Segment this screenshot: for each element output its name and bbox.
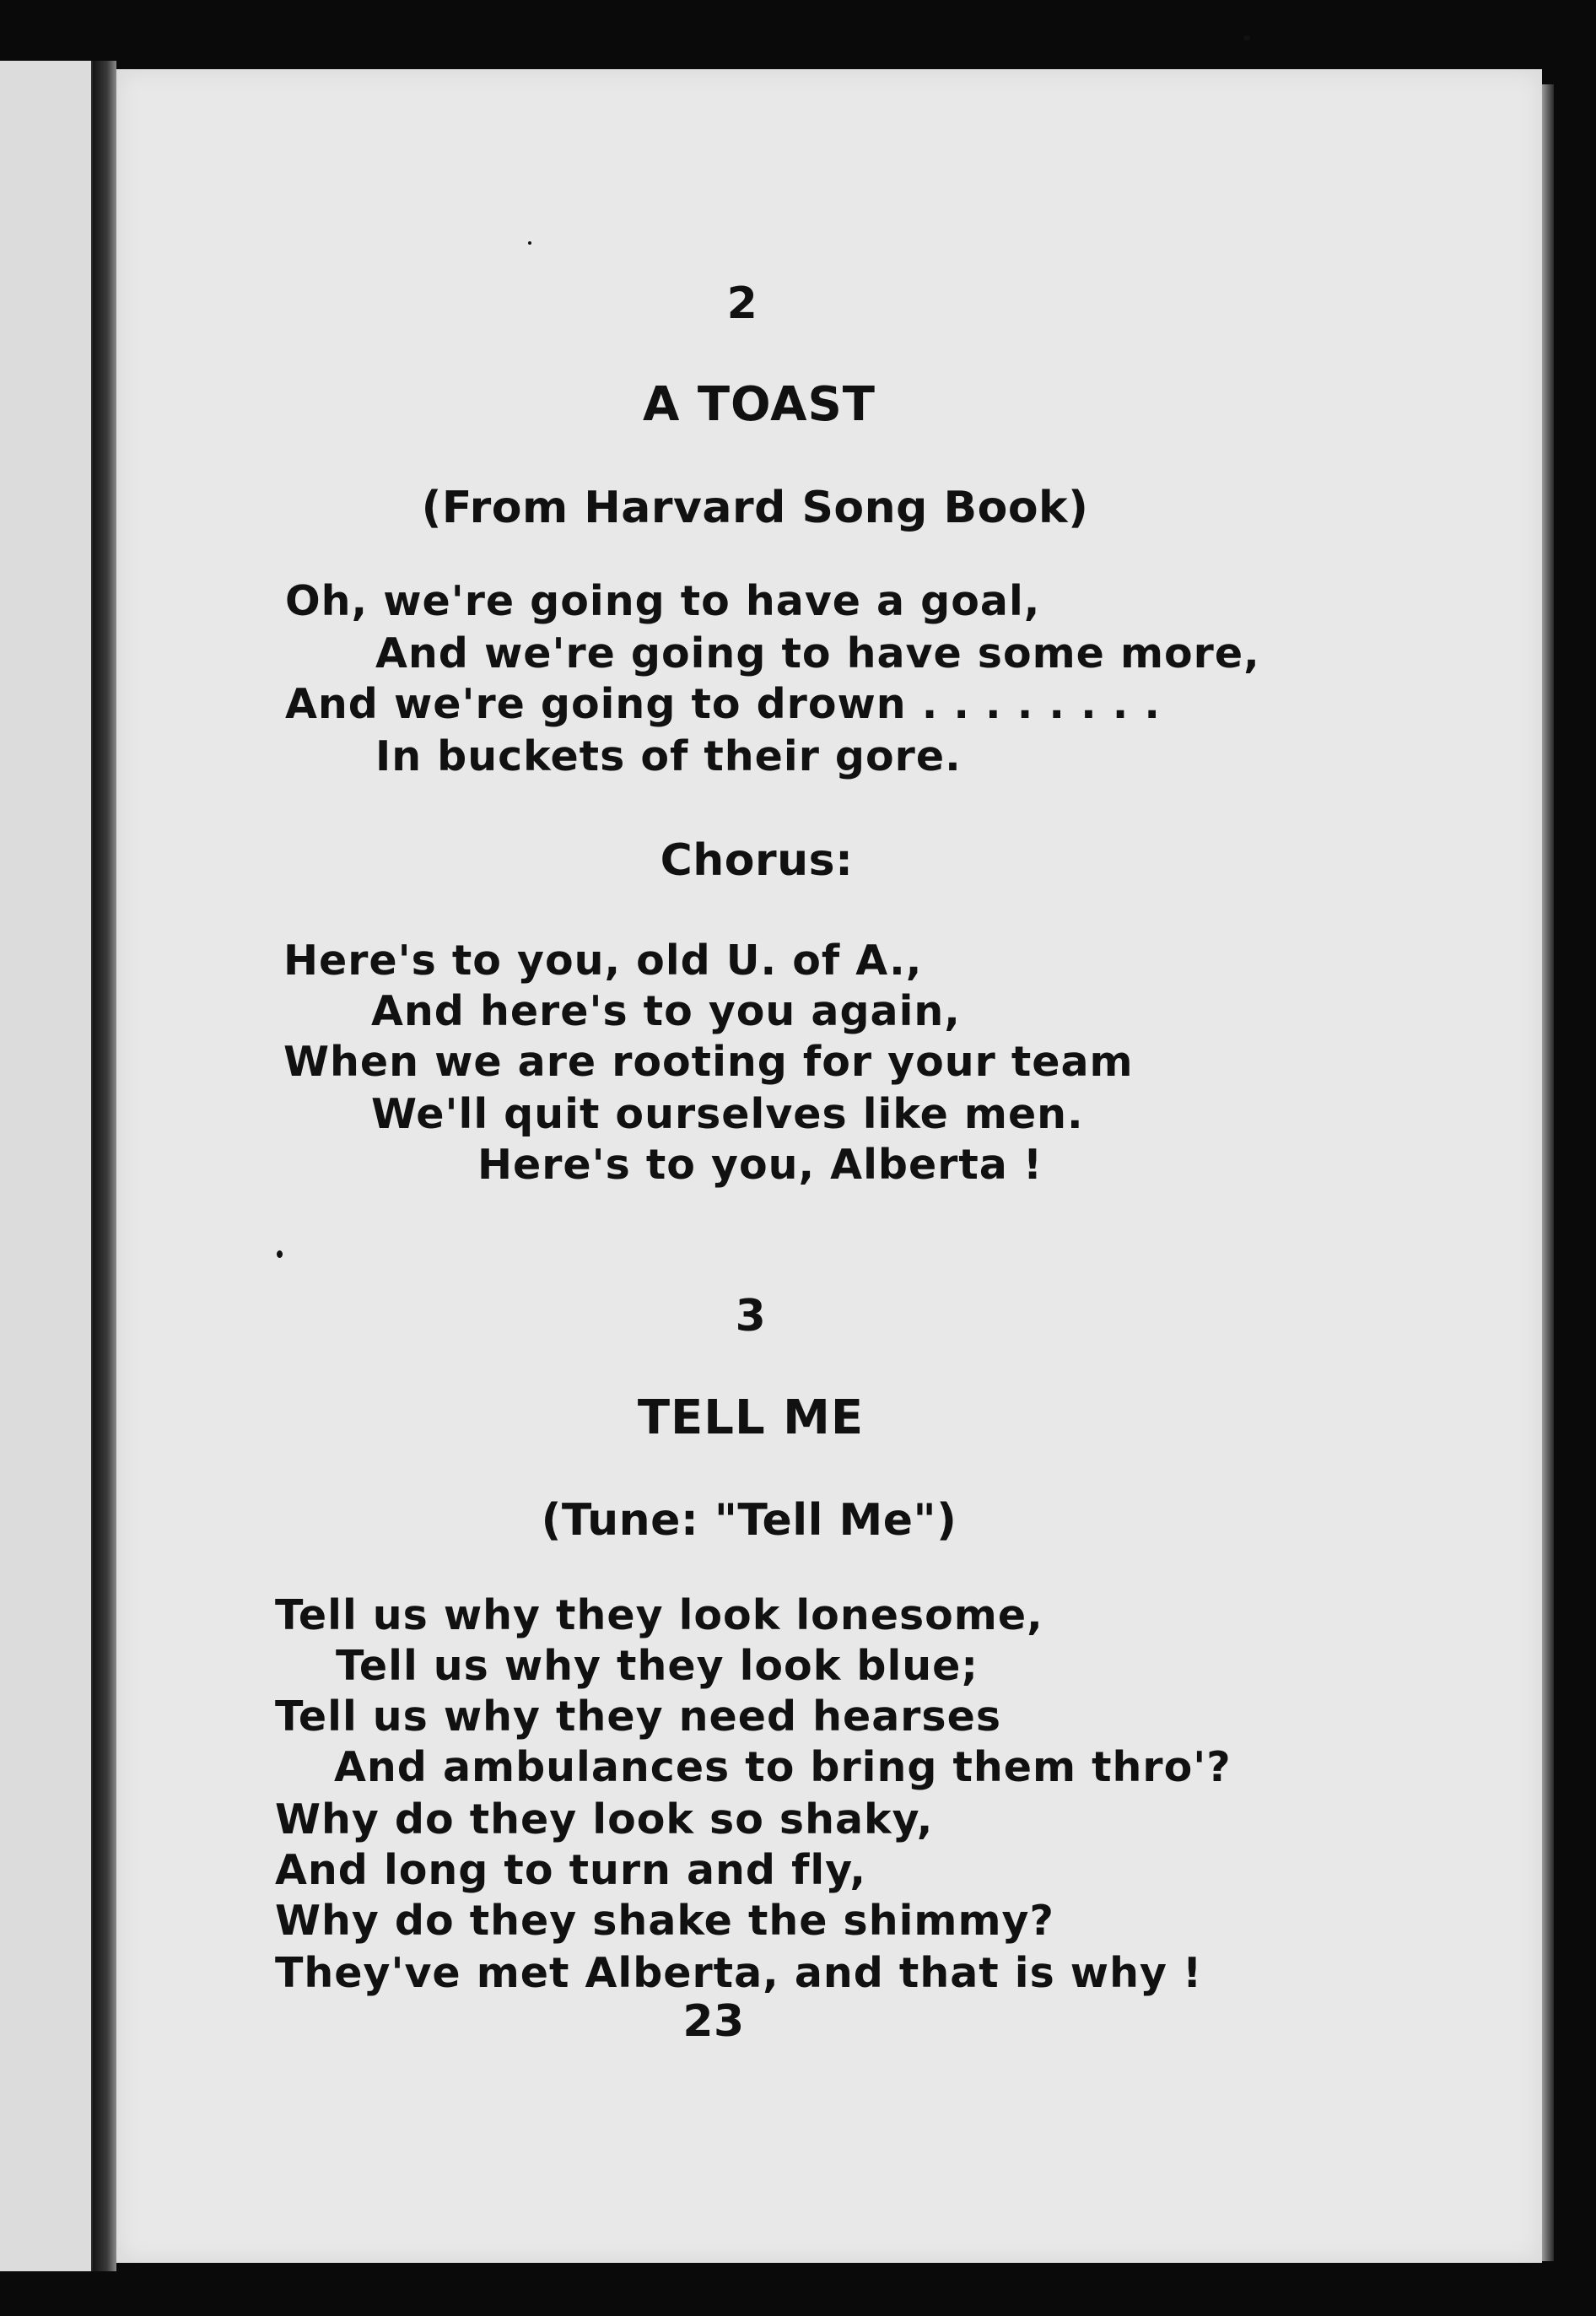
chorus-line: Here's to you, Alberta !: [477, 1141, 1043, 1189]
verse-line: Tell us why they look blue;: [336, 1642, 979, 1690]
verse-line: And ambulances to bring them thro'?: [334, 1743, 1232, 1791]
book-spine: [93, 61, 116, 2271]
verse-line: And we're going to drown . . . . . . . .: [285, 680, 1162, 728]
song-subtitle: (From Harvard Song Book): [421, 483, 1089, 533]
verse-line: Why do they shake the shimmy?: [275, 1897, 1054, 1945]
chorus-line: When we are rooting for your team: [283, 1038, 1134, 1086]
verse-line: And long to turn and fly,: [275, 1846, 866, 1894]
verse-line: Oh, we're going to have a goal,: [285, 577, 1041, 625]
song-number: 2: [726, 278, 758, 329]
verse-line: They've met Alberta, and that is why !: [275, 1949, 1203, 1997]
song-subtitle: (Tune: "Tell Me"): [541, 1495, 957, 1546]
verse-line: In buckets of their gore.: [375, 732, 962, 780]
dust-speck: [528, 241, 531, 245]
song-title: TELL ME: [637, 1390, 865, 1445]
page-edge-shadow: [1542, 84, 1554, 2261]
page-number: 23: [682, 1996, 745, 2047]
facing-page-edge: [0, 61, 96, 2271]
verse-line: And we're going to have some more,: [375, 629, 1260, 678]
song-number: 3: [735, 1291, 767, 1342]
song-title: A TOAST: [642, 377, 876, 432]
verse-line: Tell us why they look lonesome,: [275, 1591, 1043, 1639]
verse-line: Tell us why they need hearses: [275, 1692, 1001, 1741]
chorus-line: And here's to you again,: [371, 987, 961, 1035]
chorus-line: Here's to you, old U. of A.,: [283, 937, 923, 985]
chorus-label: Chorus:: [660, 835, 854, 886]
verse-line: Why do they look so shaky,: [275, 1795, 934, 1844]
dust-speck: [277, 1250, 283, 1258]
chorus-line: We'll quit ourselves like men.: [371, 1090, 1084, 1138]
dust-speck: [1243, 35, 1250, 40]
